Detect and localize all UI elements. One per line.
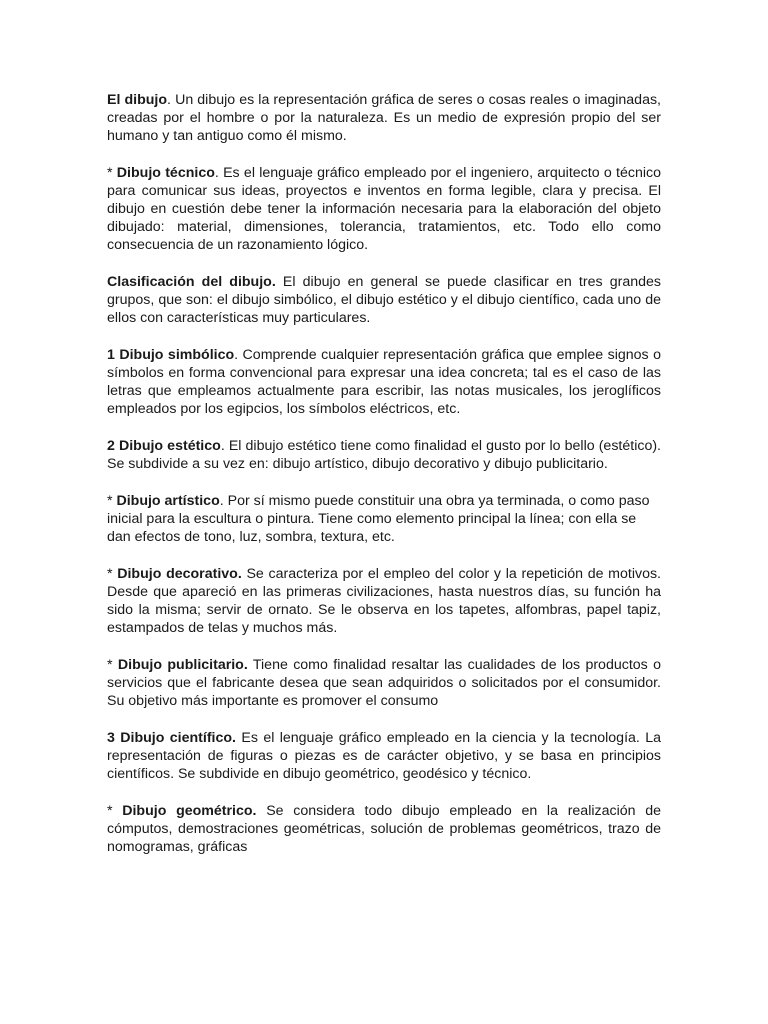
paragraph-heading: 3 Dibujo científico. [107, 730, 236, 746]
paragraph-dibujo-simbolico [107, 346, 661, 418]
paragraph-clasificacion [107, 273, 661, 327]
paragraph-el-dibujo [107, 91, 661, 145]
paragraph-dibujo-decorativo [107, 565, 661, 637]
paragraph-dibujo-publicitario [107, 656, 661, 710]
paragraph-heading: Dibujo artístico [116, 493, 220, 509]
paragraph-body: Se considera todo dibujo empleado en la realización de cómputos, demostraciones geométricas, solución de problemas geométricos, trazo de nomogramas, gráficas [107, 803, 662, 855]
paragraph-prefix: * [107, 493, 117, 509]
paragraph-dibujo-geometrico [107, 802, 661, 856]
paragraph-body: El dibujo en general se puede clasificar en tres grandes grupos, que son: el dibujo simbólico, el dibujo estético y el dibujo científico, cada uno de ellos con características muy particulares. [107, 274, 661, 326]
paragraph-body: Tiene como finalidad resaltar las cualidades de los productos o servicios que el fabricante desea que sean adquiridos o solicitados por el consumidor. Su objetivo más importante es promover el consumo [107, 657, 661, 709]
paragraph-dibujo-estetico [107, 437, 661, 473]
paragraph-dibujo-artistico [107, 492, 661, 546]
paragraph-body: . Es el lenguaje gráfico empleado por el ingeniero, arquitecto o técnico para comunicar sus ideas, proyectos e inventos en forma legible, clara y precisa. El dibujo en cuestión debe tener la información necesaria para la elaboración del objeto dibujado: material, dimensiones, tolerancia, tratamientos, etc. Todo ello como consecuencia de un razonamiento lógico. [107, 165, 661, 253]
paragraph-dibujo-tecnico [107, 164, 661, 254]
paragraph-prefix: * [107, 566, 118, 582]
document-page [107, 91, 661, 875]
paragraph-heading: 1 Dibujo simbólico [107, 347, 235, 363]
paragraph-body: . El dibujo estético tiene como finalidad el gusto por lo bello (estético). Se subdivide a su vez en: dibujo artístico, dibujo decorativo y dibujo publicitario. [107, 438, 661, 472]
paragraph-body: . Comprende cualquier representación gráfica que emplee signos o símbolos en forma convencional para expresar una idea concreta; tal es el caso de las letras que empleamos actualmente para escribir, las notas musicales, los jeroglíficos empleados por los egipcios, los símbolos eléctricos, etc. [107, 347, 661, 417]
paragraph-prefix: * [107, 657, 118, 673]
paragraph-heading: Dibujo publicitario. [117, 657, 248, 673]
paragraph-prefix: * [107, 803, 123, 819]
paragraph-heading: Dibujo decorativo. [117, 566, 242, 582]
paragraph-dibujo-cientifico [107, 729, 661, 783]
paragraph-heading: Clasificación del dibujo. [107, 274, 276, 290]
paragraph-body: . Un dibujo es la representación gráfica de seres o cosas reales o imaginadas, creadas por el hombre o por la naturaleza. Es un medio de expresión propio del ser humano y tan antiguo como él mismo. [107, 92, 661, 144]
paragraph-heading: 2 Dibujo estético [107, 438, 221, 454]
paragraph-heading: El dibujo [107, 92, 168, 108]
paragraph-heading: Dibujo técnico [116, 165, 215, 181]
paragraph-heading: Dibujo geométrico. [122, 803, 257, 819]
paragraph-prefix: * [107, 165, 117, 181]
paragraph-body: . Por sí mismo puede constituir una obra ya terminada, o como paso inicial para la escultura o pintura. Tiene como elemento principal la línea; con ella se dan efectos de tono, luz, sombra, textura, etc. [107, 493, 650, 545]
paragraph-body: Se caracteriza por el empleo del color y la repetición de motivos. Desde que apareció en las primeras civilizaciones, hasta nuestros días, su función ha sido la misma; servir de ornato. Se le observa en los tapetes, alfombras, papel tapiz, estampados de telas y muchos más. [107, 566, 661, 636]
paragraph-body: Es el lenguaje gráfico empleado en la ciencia y la tecnología. La representación de figuras o piezas es de carácter objetivo, y se basa en principios científicos. Se subdivide en dibujo geométrico, geodésico y técnico. [107, 730, 661, 782]
